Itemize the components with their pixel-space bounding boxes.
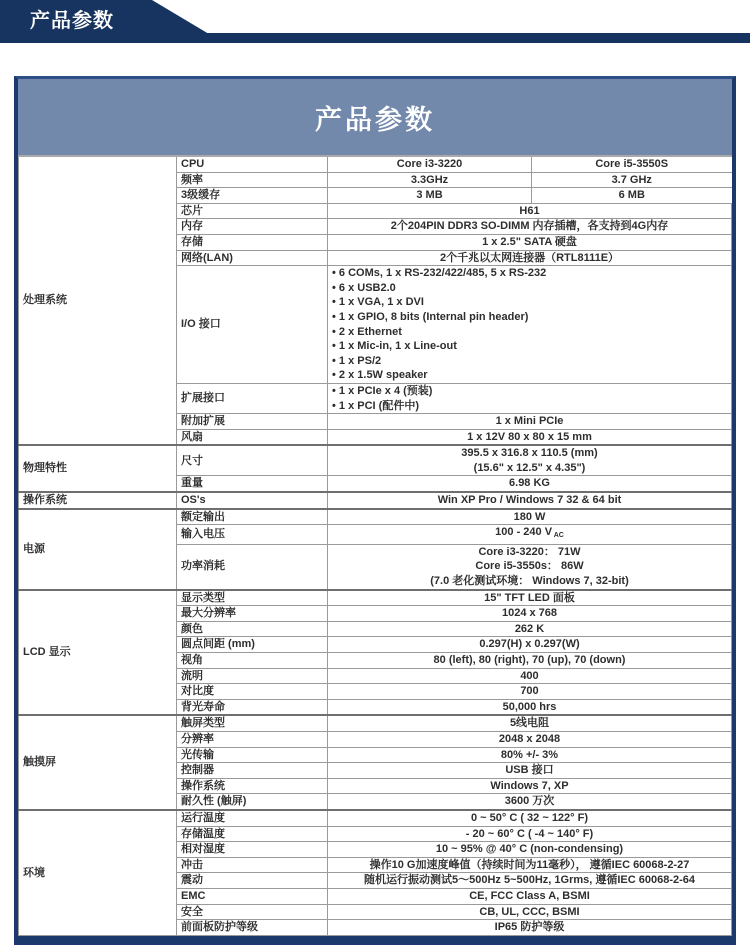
value-line: Core i3-3220： 71W bbox=[478, 545, 581, 558]
spec-value-cell: 2048 x 2048 bbox=[328, 731, 732, 747]
spec-value-cell: Core i3-3220 bbox=[328, 157, 532, 172]
spec-label-cell: 安全 bbox=[177, 904, 328, 920]
category-cell: 环境 bbox=[19, 810, 177, 935]
spec-value-cell: 1 x Mini PCIe bbox=[328, 414, 732, 430]
spec-value-cell: 0.297(H) x 0.297(W) bbox=[328, 637, 732, 653]
spec-value-cell: 操作10 G加速度峰值（持续时间为11毫秒）， 遵循IEC 60068-2-27 bbox=[328, 857, 732, 873]
spec-label-cell: 颜色 bbox=[177, 621, 328, 637]
spec-label-cell: I/O 接口 bbox=[177, 266, 328, 384]
bullet-item: • 6 COMs, 1 x RS-232/422/485, 5 x RS-232 bbox=[332, 266, 727, 281]
bullet-item: • 1 x PS/2 bbox=[332, 354, 727, 369]
spec-label-cell: 附加扩展 bbox=[177, 414, 328, 430]
spec-value-cell: 3600 万次 bbox=[328, 794, 732, 810]
spec-label-cell: EMC bbox=[177, 888, 328, 904]
spec-value-cell: 400 bbox=[328, 668, 732, 684]
spec-table bbox=[18, 157, 732, 936]
banner-title: 产品参数 bbox=[30, 10, 114, 32]
spec-label-cell: 显示类型 bbox=[177, 590, 328, 606]
bullet-item: • 1 x PCI (配件中) bbox=[332, 399, 727, 414]
value-line: (7.0 老化测试环境： Windows 7, 32-bit) bbox=[430, 575, 629, 588]
spec-label-cell: 相对湿度 bbox=[177, 842, 328, 858]
spec-row bbox=[19, 590, 732, 606]
spec-label-cell: 功率消耗 bbox=[177, 544, 328, 589]
value-line: 395.5 x 316.8 x 110.5 (mm) bbox=[461, 447, 598, 460]
spec-row bbox=[19, 157, 732, 172]
spec-value-cell: CE, FCC Class A, BSMI bbox=[328, 888, 732, 904]
spec-label-cell: 分辨率 bbox=[177, 731, 328, 747]
spec-label-cell: 存储 bbox=[177, 234, 328, 250]
spec-label-cell: 光传输 bbox=[177, 747, 328, 763]
spec-value-cell bbox=[328, 445, 732, 476]
spec-value-cell bbox=[328, 266, 732, 384]
bullet-item: • 1 x Mic-in, 1 x Line-out bbox=[332, 339, 727, 354]
spec-value-cell: 6 MB bbox=[532, 188, 732, 204]
bullet-item: • 2 x 1.5W speaker bbox=[332, 368, 727, 383]
bullet-item: • 1 x GPIO, 8 bits (Internal pin header) bbox=[332, 310, 727, 325]
spec-label-cell: 3级缓存 bbox=[177, 188, 328, 204]
spec-row bbox=[19, 509, 732, 525]
spec-row bbox=[19, 715, 732, 731]
spec-value-cell: H61 bbox=[328, 203, 732, 219]
spec-label-cell: 存储温度 bbox=[177, 826, 328, 842]
spec-label-cell: 最大分辨率 bbox=[177, 606, 328, 622]
value-line: Core i5-3550s： 86W bbox=[475, 560, 584, 573]
spec-label-cell: 视角 bbox=[177, 653, 328, 669]
spec-label-cell: 尺寸 bbox=[177, 445, 328, 476]
bullet-item: • 1 x VGA, 1 x DVI bbox=[332, 295, 727, 310]
spec-value-cell: 80% +/- 3% bbox=[328, 747, 732, 763]
spec-label-cell: 触屏类型 bbox=[177, 715, 328, 731]
category-cell: LCD 显示 bbox=[19, 590, 177, 716]
spec-label-cell: 额定输出 bbox=[177, 509, 328, 525]
spec-label-cell: 重量 bbox=[177, 476, 328, 492]
page-header bbox=[0, 0, 750, 44]
spec-value-cell: 1 x 12V 80 x 80 x 15 mm bbox=[328, 429, 732, 445]
spec-label-cell: 输入电压 bbox=[177, 525, 328, 545]
spec-row bbox=[19, 810, 732, 826]
spec-label-cell: 背光寿命 bbox=[177, 699, 328, 715]
spec-label-cell: 流明 bbox=[177, 668, 328, 684]
spec-value-cell: USB 接口 bbox=[328, 763, 732, 779]
spec-row bbox=[19, 445, 732, 476]
category-cell: 处理系统 bbox=[19, 157, 177, 445]
spec-value-cell bbox=[328, 383, 732, 413]
spec-label-cell: 内存 bbox=[177, 219, 328, 235]
spec-label-cell: 控制器 bbox=[177, 763, 328, 779]
spec-value-cell: 随机运行振动测试5～500Hz 5~500Hz, 1Grms, 遵循IEC 60068-2-64 bbox=[328, 873, 732, 889]
spec-label-cell: 耐久性 (触屏) bbox=[177, 794, 328, 810]
spec-value-cell: Win XP Pro / Windows 7 32 & 64 bit bbox=[328, 492, 732, 509]
spec-table-title: 产品参数 bbox=[315, 104, 435, 135]
spec-value-cell: 5线电阻 bbox=[328, 715, 732, 731]
spec-value-cell: 2个204PIN DDR3 SO-DIMM 内存插槽，各支持到4G内存 bbox=[328, 219, 732, 235]
spec-label-cell: 冲击 bbox=[177, 857, 328, 873]
spec-value-cell: 50,000 hrs bbox=[328, 699, 732, 715]
spec-value-cell: 10 ~ 95% @ 40° C (non-condensing) bbox=[328, 842, 732, 858]
spec-value-cell: CB, UL, CCC, BSMI bbox=[328, 904, 732, 920]
bullet-item: • 6 x USB2.0 bbox=[332, 281, 727, 296]
spec-label-cell: 风扇 bbox=[177, 429, 328, 445]
value-line: (15.6" x 12.5" x 4.35") bbox=[473, 461, 586, 474]
spec-value-cell: 3.7 GHz bbox=[532, 172, 732, 188]
spec-value-cell: IP65 防护等级 bbox=[328, 920, 732, 936]
spec-value-cell: - 20 ~ 60° C ( -4 ~ 140° F) bbox=[328, 826, 732, 842]
spec-value-cell: 3 MB bbox=[328, 188, 532, 204]
spec-value-cell bbox=[328, 544, 732, 589]
spec-value-cell: 2个千兆以太网连接器（RTL8111E） bbox=[328, 250, 732, 266]
spec-value-cell: 15" TFT LED 面板 bbox=[328, 590, 732, 606]
spec-value-cell: 100 - 240 V $_{AC}$ bbox=[328, 525, 732, 545]
spec-value-cell: 1024 x 768 bbox=[328, 606, 732, 622]
category-cell: 物理特性 bbox=[19, 445, 177, 492]
category-cell: 操作系统 bbox=[19, 492, 177, 509]
spec-value-cell: 1 x 2.5" SATA 硬盘 bbox=[328, 234, 732, 250]
bullet-item: • 2 x Ethernet bbox=[332, 325, 727, 340]
spec-value-cell: 262 K bbox=[328, 621, 732, 637]
spec-label-cell: 芯片 bbox=[177, 203, 328, 219]
spec-value-cell: Windows 7, XP bbox=[328, 778, 732, 794]
category-cell: 电源 bbox=[19, 509, 177, 590]
spec-value-cell: Core i5-3550S bbox=[532, 157, 732, 172]
spec-label-cell: 对比度 bbox=[177, 684, 328, 700]
spec-label-cell: OS's bbox=[177, 492, 328, 509]
spec-card bbox=[14, 76, 736, 945]
spec-value-cell: 6.98 KG bbox=[328, 476, 732, 492]
category-cell: 触摸屏 bbox=[19, 715, 177, 810]
spec-label-cell: 频率 bbox=[177, 172, 328, 188]
spec-label-cell: 运行温度 bbox=[177, 810, 328, 826]
value-subscript: AC bbox=[552, 532, 564, 540]
spec-label-cell: CPU bbox=[177, 157, 328, 172]
spec-value-cell: 80 (left), 80 (right), 70 (up), 70 (down) bbox=[328, 653, 732, 669]
spec-label-cell: 操作系统 bbox=[177, 778, 328, 794]
spec-value-cell: 3.3GHz bbox=[328, 172, 532, 188]
spec-value-cell: 180 W bbox=[328, 509, 732, 525]
spec-row bbox=[19, 492, 732, 509]
spec-label-cell: 扩展接口 bbox=[177, 383, 328, 413]
spec-label-cell: 圆点间距 (mm) bbox=[177, 637, 328, 653]
spec-card-header bbox=[18, 79, 732, 157]
spec-label-cell: 网络(LAN) bbox=[177, 250, 328, 266]
bullet-item: • 1 x PCIe x 4 (预装) bbox=[332, 384, 727, 399]
spec-label-cell: 前面板防护等级 bbox=[177, 920, 328, 936]
spec-value-cell: 0 ~ 50° C ( 32 ~ 122° F) bbox=[328, 810, 732, 826]
spec-value-cell: 700 bbox=[328, 684, 732, 700]
spec-label-cell: 震动 bbox=[177, 873, 328, 889]
